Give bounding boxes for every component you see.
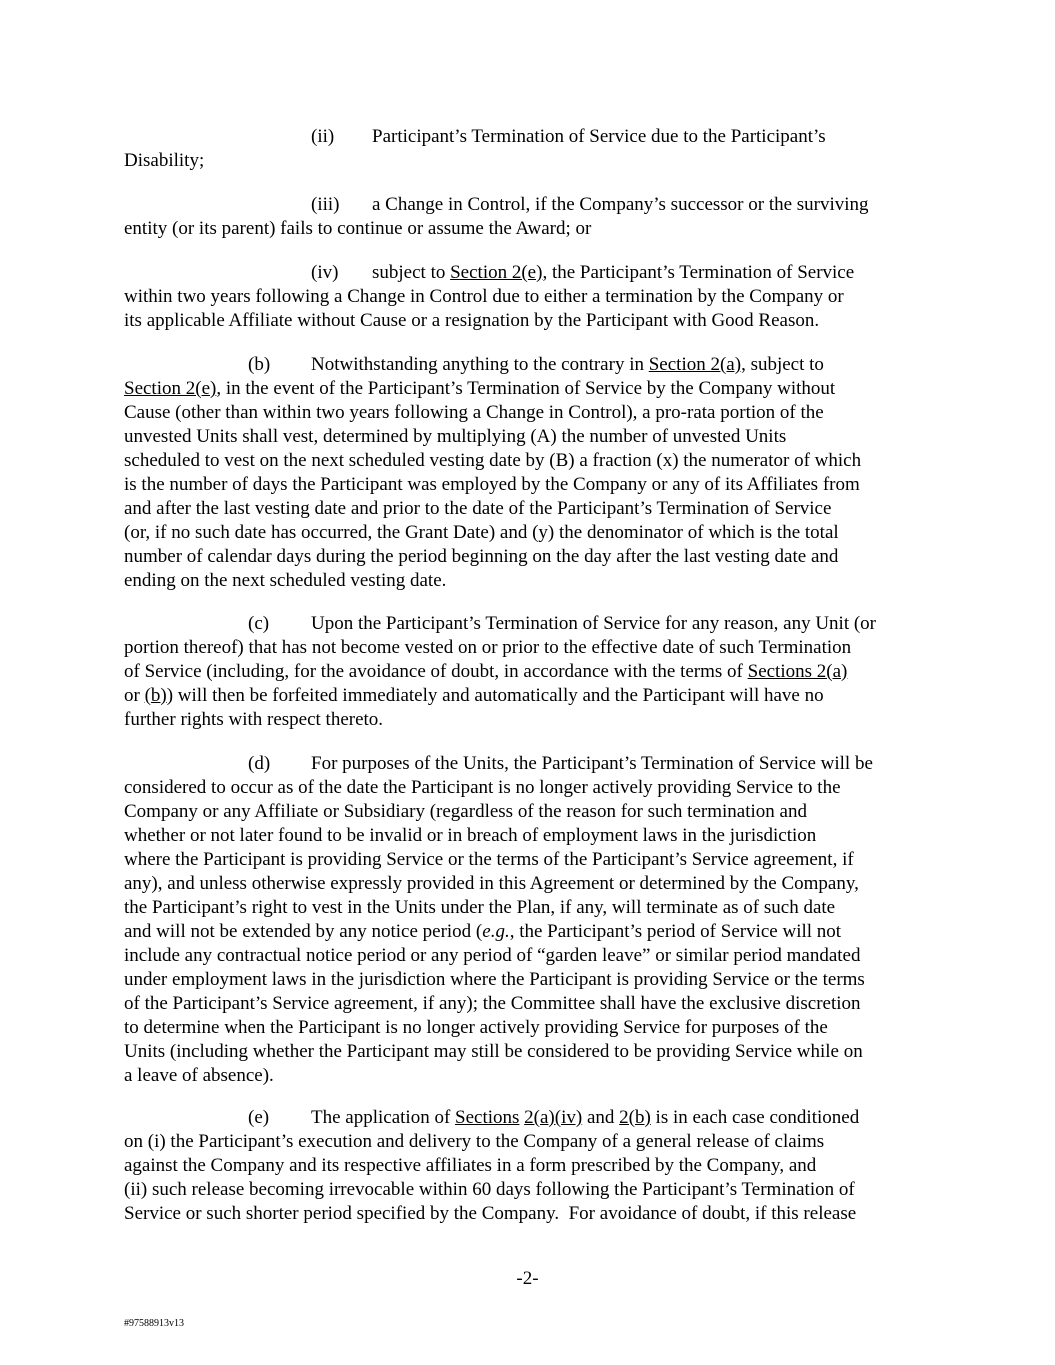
text-line: is the number of days the Participant was employed by the Company or any of its Affiliates from (124, 474, 860, 495)
text-line: of Service (including, for the avoidance of doubt, in accordance with the terms of Sections 2(a) (124, 661, 848, 682)
page-number: -2- (516, 1268, 539, 1289)
clause-label: (ii) (311, 126, 335, 147)
section-reference-link: (b) (144, 685, 167, 706)
text-line: subject to Section 2(e), the Participant’s Termination of Service (372, 262, 855, 283)
section-reference-link: Sections 2(a) (747, 661, 848, 682)
text-line: within two years following a Change in Control due to either a termination by the Company or (124, 286, 844, 307)
text-line: (or, if no such date has occurred, the Grant Date) and (y) the denominator of which is the total (124, 522, 839, 543)
text-line: where the Participant is providing Service or the terms of the Participant’s Service agreement, if (124, 849, 854, 870)
text-line: number of calendar days during the period beginning on the day after the last vesting date and (124, 546, 839, 567)
text-line: or (b)) will then be forfeited immediately and automatically and the Participant will have no (124, 685, 824, 706)
text-line: Cause (other than within two years following a Change in Control), a pro-rata portion of the (124, 402, 824, 423)
clause-label: (c) (248, 613, 270, 634)
text-line: under employment laws in the jurisdiction where the Participant is providing Service or the terms (124, 969, 865, 990)
text-line: Notwithstanding anything to the contrary in Section 2(a), subject to (311, 354, 824, 375)
text-line: ending on the next scheduled vesting date. (124, 570, 447, 591)
text-line: on (i) the Participant’s execution and delivery to the Company of a general release of claims (124, 1131, 825, 1152)
text-line: (ii) such release becoming irrevocable within 60 days following the Participant’s Termination of (124, 1179, 855, 1200)
section-reference-link: Sections (455, 1107, 520, 1128)
text-line: scheduled to vest on the next scheduled vesting date by (B) a fraction (x) the numerator of which (124, 450, 862, 471)
text-line: portion thereof) that has not become vested on or prior to the effective date of such Termination (124, 637, 852, 658)
document-id: #97588913v13 (124, 1318, 184, 1329)
text-line: The application of Sections 2(a)(iv) and 2(b) is in each case conditioned (311, 1107, 860, 1128)
text-line: For purposes of the Units, the Participant’s Termination of Service will be (311, 753, 873, 774)
text-line: any), and unless otherwise expressly provided in this Agreement or determined by the Company, (124, 873, 859, 894)
clause-label: (b) (248, 354, 271, 375)
section-reference-link: Section 2(e) (124, 378, 217, 399)
text-line: considered to occur as of the date the Participant is no longer actively providing Service to the (124, 777, 841, 798)
text-line: to determine when the Participant is no longer actively providing Service for purposes of the (124, 1017, 828, 1038)
text-line: unvested Units shall vest, determined by multiplying (A) the number of unvested Units (124, 426, 787, 447)
text-line: the Participant’s right to vest in the Units under the Plan, if any, will terminate as of such date (124, 897, 836, 918)
section-reference-link: Section 2(e) (450, 262, 543, 283)
text-line: of the Participant’s Service agreement, if any); the Committee shall have the exclusive discretion (124, 993, 861, 1014)
italic-abbreviation: e.g. (482, 921, 510, 942)
section-reference-link: 2(a)(iv) (524, 1107, 583, 1128)
text-line: and will not be extended by any notice period (e.g., the Participant’s period of Service will not (124, 921, 842, 942)
section-reference-link: Section 2(a) (648, 354, 742, 375)
clause-label: (iii) (311, 194, 340, 215)
text-line: Upon the Participant’s Termination of Service for any reason, any Unit (or (311, 613, 876, 634)
text-line: Participant’s Termination of Service due to the Participant’s (372, 126, 826, 147)
text-line: Company or any Affiliate or Subsidiary (regardless of the reason for such termination and (124, 801, 807, 822)
text-line: entity (or its parent) fails to continue or assume the Award; or (124, 218, 592, 239)
text-line: whether or not later found to be invalid or in breach of employment laws in the jurisdiction (124, 825, 817, 846)
text-line: a Change in Control, if the Company’s successor or the surviving (372, 194, 869, 215)
text-line: a leave of absence). (124, 1065, 274, 1086)
text-line: against the Company and its respective affiliates in a form prescribed by the Company, and (124, 1155, 817, 1176)
text-line: further rights with respect thereto. (124, 709, 384, 730)
text-line: Section 2(e), in the event of the Participant’s Termination of Service by the Company without (124, 378, 836, 399)
clause-label: (d) (248, 753, 271, 774)
text-line: include any contractual notice period or any period of “garden leave” or similar period mandated (124, 945, 861, 966)
text-line: its applicable Affiliate without Cause or a resignation by the Participant with Good Reason. (124, 310, 820, 331)
section-reference-link: 2(b) (619, 1107, 651, 1128)
clause-label: (e) (248, 1107, 270, 1128)
text-line: Disability; (124, 150, 205, 171)
text-line: Units (including whether the Participant may still be considered to be providing Service while on (124, 1041, 863, 1062)
clause-label: (iv) (311, 262, 339, 283)
text-line: Service or such shorter period specified by the Company. For avoidance of doubt, if this release (124, 1203, 857, 1224)
text-line: and after the last vesting date and prior to the date of the Participant’s Termination of Service (124, 498, 832, 519)
